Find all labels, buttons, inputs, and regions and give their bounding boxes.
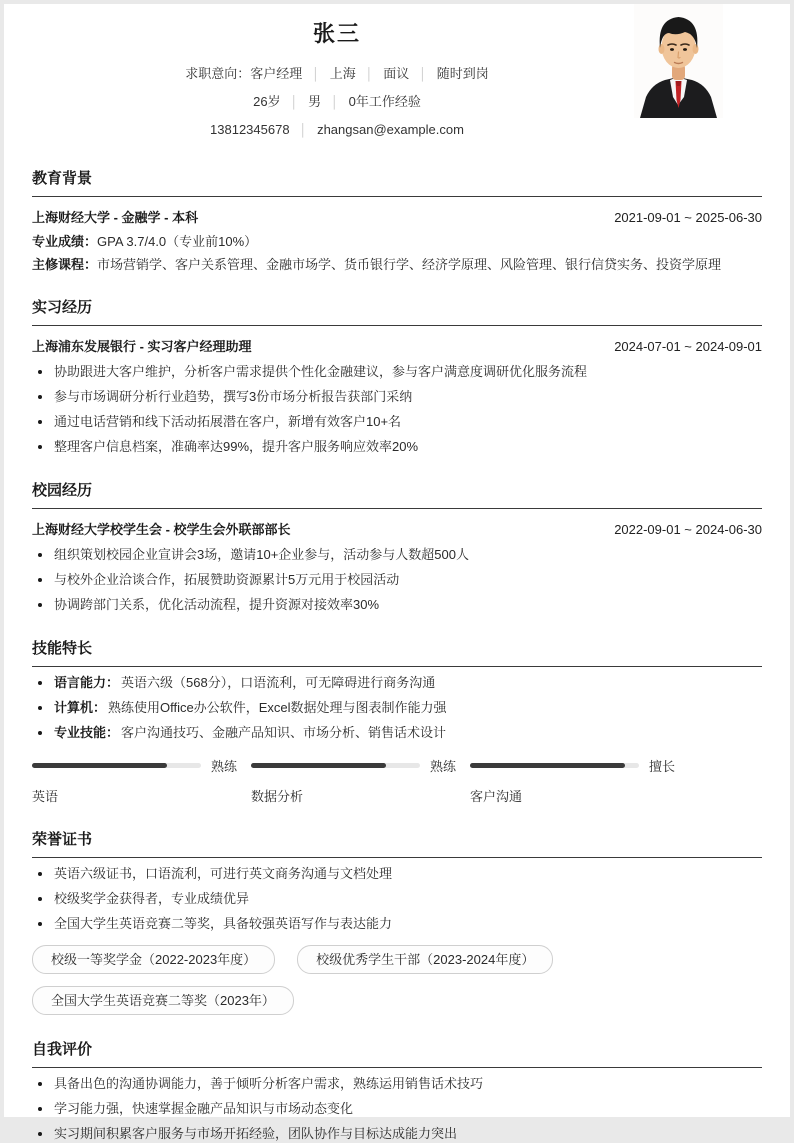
internship-bullet-text: 参与市场调研分析行业趋势，撰写3份市场分析报告获部门采纳 [54,389,413,404]
resume-header [32,4,762,144]
self-eval-bullet-text: 学习能力强，快速掌握金融产品知识与市场动态变化 [54,1101,354,1116]
bullet-icon [38,897,42,901]
candidate-name: 张三 [312,21,361,46]
campus-bullet [32,545,762,564]
honor-tag: 校级一等奖学金（2022-2023年度） [32,945,275,974]
bullet-icon [38,706,42,710]
bullet-icon [38,731,42,735]
bullet-icon [38,445,42,449]
skill-bar-track [470,763,639,768]
section-title-education: 教育背景 [32,170,762,197]
campus-org-role: 上海财经大学校学生会 - 校学生会外联部部长 [32,522,291,537]
bullet-icon [38,922,42,926]
self-eval-bullet [32,1074,762,1093]
intent-position: 客户经理 [250,66,303,81]
internship-dates: 2024-07-01 ~ 2024-09-01 [614,339,762,354]
skill-bar-fill [470,763,625,768]
job-intent-line [32,60,642,88]
internship-bullet [32,362,762,381]
campus-bullet [32,570,762,589]
campus-dates: 2022-09-01 ~ 2024-06-30 [614,522,762,537]
honor-tag: 校级优秀学生干部（2023-2024年度） [297,945,553,974]
job-intent-label: 求职意向： [185,66,251,81]
section-honors [32,831,762,1015]
campus-entry-head [32,520,762,539]
bullet-icon [38,420,42,424]
self-eval-bullet [32,1124,762,1143]
age-text: 26岁 [253,94,281,109]
divider-bar: │ [331,95,339,109]
experience-text: 0年工作经验 [348,94,421,109]
self-eval-bullet-text: 具备出色的沟通协调能力，善于倾听分析客户需求，熟练运用销售话术技巧 [54,1076,484,1091]
skill-bar-fill [32,763,167,768]
internship-org-role: 上海浦东发展银行 - 实习客户经理助理 [32,339,252,354]
bullet-icon [38,681,42,685]
section-title-internship: 实习经历 [32,299,762,326]
email-address: zhangsan@example.com [317,122,464,137]
skill-level-label: 擅长 [648,759,675,774]
courses-line [32,256,762,273]
internship-bullet [32,412,762,431]
self-eval-bullet-text: 实习期间积累客户服务与市场开拓经验，团队协作与目标达成能力突出 [54,1126,458,1141]
school-degree: 上海财经大学 - 金融学 - 本科 [32,210,199,225]
personal-info-line [32,88,642,116]
skill-label: 计算机： [54,700,107,715]
self-eval-bullet [32,1099,762,1118]
skill-bullet [32,698,762,717]
section-education [32,170,762,273]
bullet-icon [38,1107,42,1111]
section-title-skills: 技能特长 [32,640,762,667]
honor-bullet [32,889,762,908]
education-entry-head [32,208,762,227]
skill-bar-english [32,756,237,805]
skill-text: 熟练使用Office办公软件，Excel数据处理与图表制作能力强 [108,700,447,715]
section-title-honors: 荣誉证书 [32,831,762,858]
bullet-icon [38,395,42,399]
skill-name-label: 客户沟通 [470,789,523,804]
divider-bar: │ [312,67,320,81]
internship-bullet [32,387,762,406]
skill-label: 语言能力： [54,675,120,690]
gpa-value: GPA 3.7/4.0（专业前10%） [97,234,258,249]
bullet-icon [38,578,42,582]
honor-bullet [32,914,762,933]
intent-availability: 随时到岗 [436,66,489,81]
skill-level-label: 熟练 [210,759,237,774]
section-internship [32,299,762,456]
bullet-icon [38,1132,42,1136]
bullet-icon [38,872,42,876]
section-title-self-evaluation: 自我评价 [32,1041,762,1068]
education-dates: 2021-09-01 ~ 2025-06-30 [614,210,762,225]
internship-bullet-text: 协助跟进大客户维护，分析客户需求提供个性化金融建议，参与客户满意度调研优化服务流程 [54,364,588,379]
campus-bullet-text: 与校外企业洽谈合作，拓展赞助资源累计5万元用于校园活动 [54,572,400,587]
section-campus [32,482,762,614]
divider-bar: │ [299,123,308,137]
skill-bar-client-communication [470,756,675,805]
honor-bullet-text: 全国大学生英语竞赛二等奖，具备较强英语写作与表达能力 [54,916,393,931]
gpa-line [32,233,762,250]
skill-name-label: 数据分析 [251,789,304,804]
honor-bullet-text: 英语六级证书，口语流利，可进行英文商务沟通与文档处理 [54,866,393,881]
intent-salary: 面议 [383,66,410,81]
phone-number: 13812345678 [210,122,290,137]
gender-text: 男 [308,94,322,109]
skill-text: 英语六级（568分），口语流利，可无障碍进行商务沟通 [121,675,436,690]
skill-bar-track [251,763,420,768]
gpa-label: 专业成绩： [32,234,98,249]
bullet-icon [38,603,42,607]
divider-bar: │ [290,95,299,109]
resume-page [4,4,790,1141]
internship-bullet-text: 通过电话营销和线下活动拓展潜在客户，新增有效客户10+名 [54,414,402,429]
skill-label: 专业技能： [54,725,120,740]
profile-photo [634,4,723,118]
honor-tags-row-2 [32,986,762,1015]
campus-bullet [32,595,762,614]
header-text-block [32,18,642,144]
section-skills [32,640,762,805]
honor-bullet-text: 校级奖学金获得者，专业成绩优异 [54,891,250,906]
courses-label: 主修课程： [32,257,98,272]
skill-bar-data-analysis [251,756,456,805]
skill-text: 客户沟通技巧、金融产品知识、市场分析、销售话术设计 [121,725,447,740]
skill-bullet [32,673,762,692]
skill-name-label: 英语 [32,789,59,804]
skill-bar-fill [251,763,386,768]
bullet-icon [38,553,42,557]
divider-bar: │ [365,67,374,81]
intent-city: 上海 [329,66,356,81]
courses-value: 市场营销学、客户关系管理、金融市场学、货币银行学、经济学原理、风险管理、银行信贷实务、投资学原理 [97,257,722,272]
internship-bullet-text: 整理客户信息档案，准确率达99%，提升客户服务响应效率20% [54,439,419,454]
section-self-evaluation [32,1041,762,1143]
honor-tags-row-1 [32,945,762,974]
skill-level-label: 熟练 [429,759,456,774]
bullet-icon [38,370,42,374]
skill-bullet [32,723,762,742]
divider-bar: │ [419,67,427,81]
campus-bullet-text: 组织策划校园企业宣讲会3场，邀请10+企业参与，活动参与人数超500人 [54,547,469,562]
section-title-campus: 校园经历 [32,482,762,509]
campus-bullet-text: 协调跨部门关系，优化活动流程，提升资源对接效率30% [54,597,380,612]
skill-bar-track [32,763,201,768]
contact-line [32,116,642,144]
internship-bullet [32,437,762,456]
bullet-icon [38,1082,42,1086]
honor-bullet [32,864,762,883]
internship-entry-head [32,337,762,356]
skill-bars [32,756,762,805]
profile-photo-illustration [634,4,723,118]
honor-tag: 全国大学生英语竞赛二等奖（2023年） [32,986,294,1015]
